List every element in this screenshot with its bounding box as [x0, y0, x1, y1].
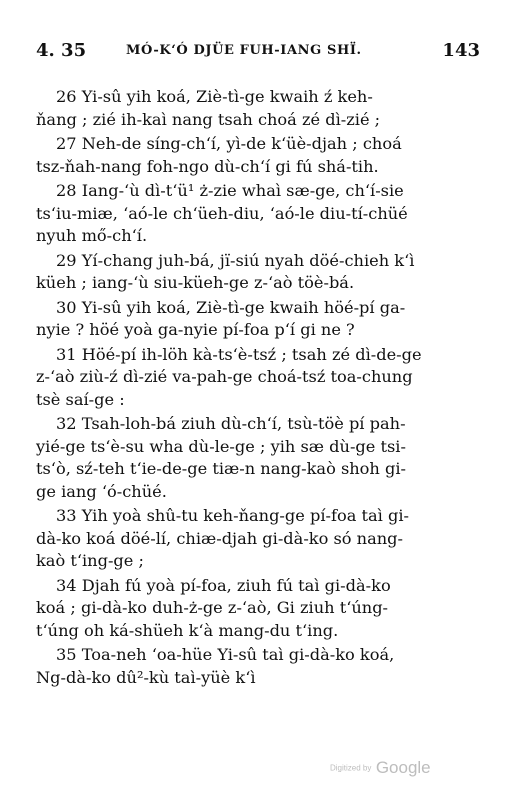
- verse-33-line-2: dà-ko koá döé-lí, chiæ-djah gi-dà-ko só nang-: [36, 528, 404, 548]
- verse-27-line-1: 27 Neh-de síng-ch‘í, yì-de k‘üè-djah ; choá: [56, 134, 402, 153]
- verse-30-line-1: 30 Yi-sû yih koá, Ziè-tì-ge kwaih höé-pí ga-: [56, 297, 406, 317]
- chapter-verse-ref: 4. 35: [36, 40, 87, 61]
- verse-32-line-4: ge iang ‘ó-chüé.: [36, 481, 167, 501]
- verse-28-line-2: ts‘iu-miæ, ‘aó-le ch‘üeh-diu, ‘aó-le diu-tí-chüé: [36, 203, 408, 223]
- watermark-prefix: Digitized by: [330, 763, 372, 773]
- verse-28-line-3: nyuh mő-ch‘í.: [36, 226, 148, 245]
- verse-33-line-1: 33 Yih yoà shû-tu keh-ňang-ge pí-foa taì gi-: [56, 506, 410, 525]
- verse-33-line-3: kaò t‘ing-ge ;: [36, 551, 144, 570]
- verse-27-line-2: tsz-ňah-nang foh-ngo dù-ch‘í gi fú shá-tih.: [36, 156, 379, 176]
- verse-35-line-2: Ng-dà-ko dû²-kù taì-yüè k‘ì: [36, 667, 256, 687]
- body-text: [36, 86, 482, 689]
- verse-34-line-1: 34 Djah fú yoà pí-foa, ziuh fú taì gi-dà-ko: [56, 575, 391, 595]
- digitized-by-google-watermark: [330, 758, 431, 778]
- verse-32-line-1: 32 Tsah-loh-bá ziuh dù-ch‘í, tsù-töè pí pah-: [56, 414, 406, 433]
- verse-34-line-2: koá ; gi-dà-ko duh-ż-ge z-‘aò, Gi ziuh t‘úng-: [36, 598, 389, 617]
- verse-31-line-3: tsè saí-ge :: [36, 389, 125, 409]
- verse-30-line-2: nyie ? höé yoà ga-nyie pí-foa p‘í gi ne ?: [36, 320, 355, 339]
- verse-34-line-3: t‘úng oh ká-shüeh k‘à mang-du t‘ing.: [36, 620, 339, 640]
- verse-35-line-1: 35 Toa-neh ‘oa-hüe Yi-sû taì gi-dà-ko koá,: [56, 645, 395, 664]
- verse-32-line-2: yié-ge ts‘è-su wha dù-le-ge ; yih sæ dù-ge tsi-: [36, 436, 406, 456]
- verse-32-line-3: ts‘ò, sź-teh t‘ie-de-ge tiæ-n nang-kaò shoh gi-: [36, 459, 407, 478]
- running-title: MÓ-K‘Ó DJÜE FUH-IANG SHÏ.: [126, 43, 362, 58]
- verse-29-line-1: 29 Yí-chang juh-bá, jï-siú nyah döé-chieh k‘ì: [56, 250, 415, 270]
- verse-29-line-2: küeh ; iang-‘ù siu-küeh-ge z-‘aò töè-bá.: [36, 273, 355, 292]
- verse-31-line-1: 31 Höé-pí ih-löh kà-ts‘è-tsź ; tsah zé dì-de-ge: [56, 344, 422, 364]
- verse-28-line-1: 28 Iang-‘ù dì-t‘ü¹ ż-zie whaì sæ-ge, ch‘í-sie: [56, 181, 404, 200]
- verse-26-line-1: 26 Yi-sû yih koá, Ziè-tì-ge kwaih ź keh-: [56, 87, 373, 106]
- page-number: 143: [442, 40, 480, 61]
- verse-26-line-2: ňang ; zié ih-kaì nang tsah choá zé dì-zié ;: [36, 109, 381, 129]
- running-header: [36, 40, 480, 70]
- verse-31-line-2: z-‘aò ziù-ź dì-zié va-pah-ge choá-tsź toa-chung: [36, 367, 413, 386]
- google-logo: Google: [375, 758, 431, 777]
